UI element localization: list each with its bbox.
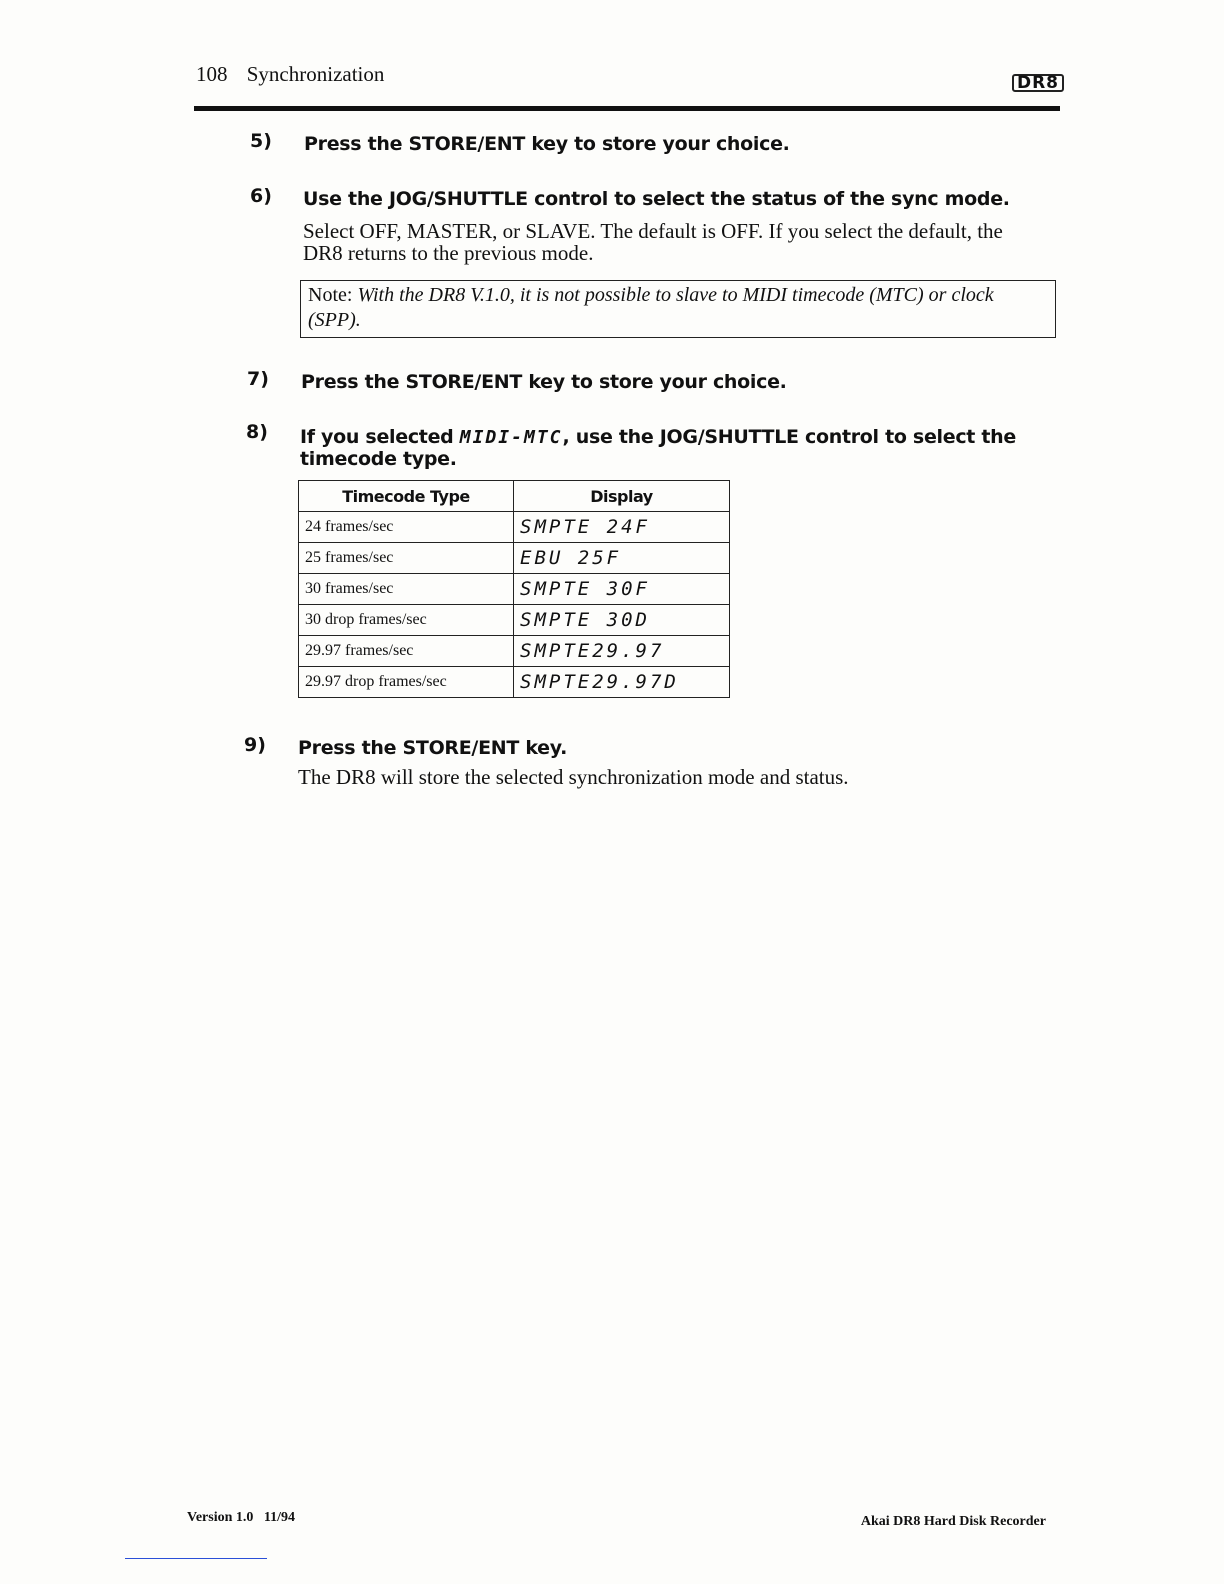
display-cell: EBU 25F bbox=[514, 543, 730, 574]
step-5-heading: Press the STORE/ENT key to store your choice. bbox=[304, 133, 790, 155]
table-row bbox=[299, 574, 730, 605]
step-8-heading-post: , use the JOG/SHUTTLE control to select the bbox=[562, 426, 1016, 448]
note-label: Note: bbox=[308, 284, 353, 306]
step-6-body-line-2: DR8 returns to the previous mode. bbox=[303, 241, 594, 265]
display-cell: SMPTE 24F bbox=[514, 512, 730, 543]
step-5-number: 5) bbox=[250, 130, 272, 152]
footer-version: Version 1.0 11/94 bbox=[187, 1510, 295, 1525]
page-number: 108 bbox=[196, 62, 228, 86]
display-cell: SMPTE29.97 bbox=[514, 636, 730, 667]
decorative-underline bbox=[125, 1558, 267, 1559]
timecode-type-cell: 29.97 frames/sec bbox=[299, 636, 514, 667]
display-cell: SMPTE 30D bbox=[514, 605, 730, 636]
midi-mtc-display: MIDI-MTC bbox=[459, 427, 563, 448]
step-9-heading: Press the STORE/ENT key. bbox=[298, 737, 567, 759]
step-8-heading-pre: If you selected bbox=[300, 426, 454, 448]
column-header-timecode-type: Timecode Type bbox=[299, 481, 514, 512]
section-title: Synchronization bbox=[246, 62, 385, 86]
running-header bbox=[196, 62, 384, 87]
timecode-type-cell: 29.97 drop frames/sec bbox=[299, 667, 514, 698]
column-header-display: Display bbox=[514, 481, 730, 512]
note-line-1 bbox=[308, 283, 1048, 308]
note-text-1: With the DR8 V.1.0, it is not possible to slave to MIDI timecode (MTC) or clock bbox=[357, 284, 994, 306]
table-row bbox=[299, 543, 730, 574]
step-8-number: 8) bbox=[246, 421, 268, 443]
step-8-heading-line-2: timecode type. bbox=[300, 448, 457, 470]
step-7-heading: Press the STORE/ENT key to store your choice. bbox=[301, 371, 787, 393]
display-cell: SMPTE29.97D bbox=[514, 667, 730, 698]
footer-product: Akai DR8 Hard Disk Recorder bbox=[860, 1514, 1046, 1529]
note-line-2 bbox=[308, 308, 1048, 333]
timecode-type-cell: 30 frames/sec bbox=[299, 574, 514, 605]
note-box bbox=[300, 280, 1056, 338]
timecode-table bbox=[298, 480, 730, 698]
step-7-number: 7) bbox=[247, 368, 269, 390]
table-row bbox=[299, 605, 730, 636]
table-row bbox=[299, 636, 730, 667]
step-6-number: 6) bbox=[250, 185, 272, 207]
dr8-logo: DR8 bbox=[1012, 74, 1064, 92]
step-6-body-line-1: Select OFF, MASTER, or SLAVE. The default is OFF. If you select the default, the bbox=[303, 219, 1003, 243]
timecode-type-cell: 24 frames/sec bbox=[299, 512, 514, 543]
timecode-type-cell: 30 drop frames/sec bbox=[299, 605, 514, 636]
step-9-number: 9) bbox=[244, 734, 266, 756]
step-9-body: The DR8 will store the selected synchronization mode and status. bbox=[298, 765, 849, 789]
step-6-heading: Use the JOG/SHUTTLE control to select the status of the sync mode. bbox=[303, 188, 1010, 210]
note-text-2: (SPP). bbox=[308, 309, 361, 331]
table-row bbox=[299, 512, 730, 543]
table-row bbox=[299, 667, 730, 698]
timecode-type-cell: 25 frames/sec bbox=[299, 543, 514, 574]
header-rule bbox=[194, 106, 1060, 111]
table-header-row bbox=[299, 481, 730, 512]
display-cell: SMPTE 30F bbox=[514, 574, 730, 605]
